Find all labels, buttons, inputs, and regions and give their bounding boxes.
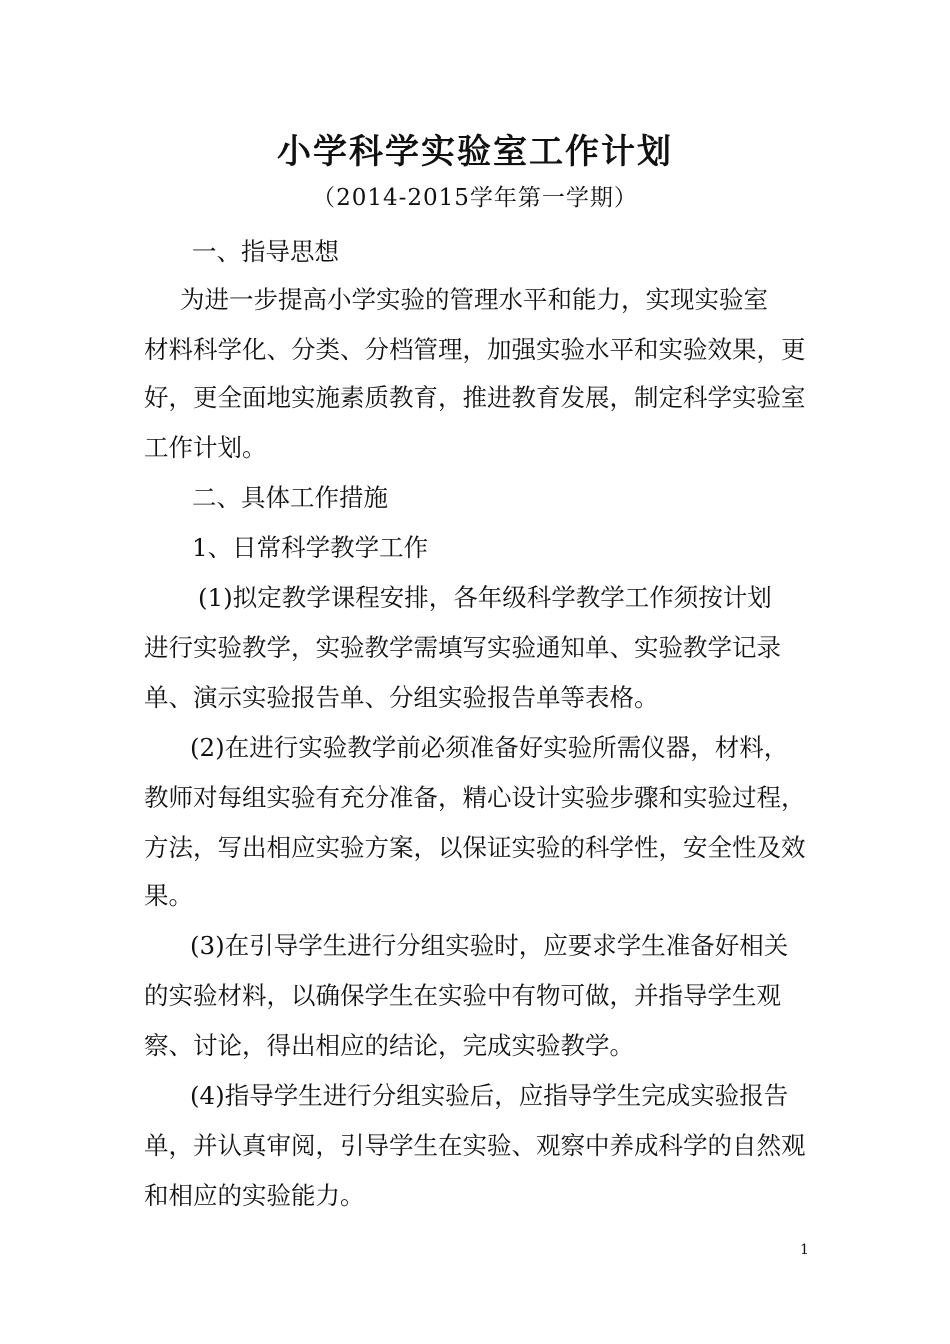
paragraph-line: 为进一步提高小学实验的管理水平和能力，实现实验室 bbox=[180, 285, 768, 314]
list-item-line: 方法，写出相应实验方案，以保证实验的科学性，安全性及效 bbox=[144, 833, 806, 862]
list-item-line: 单，并认真审阅，引导学生在实验、观察中养成科学的自然观 bbox=[144, 1131, 806, 1160]
list-item-line: 进行实验教学，实验教学需填写实验通知单、实验教学记录 bbox=[144, 633, 781, 662]
paragraph-line: 材料科学化、分类、分档管理，加强实验水平和实验效果，更 bbox=[144, 335, 806, 364]
document-title: 小学科学实验室工作计划 bbox=[277, 132, 673, 172]
section-heading-guiding-thought: 一、指导思想 bbox=[192, 237, 339, 266]
page-number: 1 bbox=[800, 1242, 809, 1258]
list-item-line: (1)拟定教学课程安排，各年级科学教学工作须按计划 bbox=[198, 583, 772, 612]
list-item-line: 和相应的实验能力。 bbox=[144, 1181, 365, 1210]
paragraph-line: 好，更全面地实施素质教育，推进教育发展，制定科学实验室 bbox=[144, 383, 806, 412]
list-item-line: 单、演示实验报告单、分组实验报告单等表格。 bbox=[144, 683, 659, 712]
list-item-line: 果。 bbox=[144, 881, 193, 910]
list-item-line: (2)在进行实验教学前必须准备好实验所需仪器，材料， bbox=[190, 733, 789, 762]
list-item-line: (4)指导学生进行分组实验后，应指导学生完成实验报告 bbox=[190, 1081, 789, 1110]
list-item-line: 的实验材料，以确保学生在实验中有物可做，并指导学生观 bbox=[144, 981, 781, 1010]
list-item-line: 教师对每组实验有充分准备，精心设计实验步骤和实验过程， bbox=[144, 783, 806, 812]
document-subtitle: （2014-2015学年第一学期） bbox=[312, 185, 638, 211]
section-heading-work-measures: 二、具体工作措施 bbox=[192, 483, 388, 512]
paragraph-line: 工作计划。 bbox=[144, 433, 267, 462]
subsection-heading-daily-teaching: 1、日常科学教学工作 bbox=[192, 533, 429, 562]
list-item-line: 察、讨论，得出相应的结论，完成实验教学。 bbox=[144, 1031, 634, 1060]
list-item-line: (3)在引导学生进行分组实验时，应要求学生准备好相关 bbox=[190, 931, 789, 960]
